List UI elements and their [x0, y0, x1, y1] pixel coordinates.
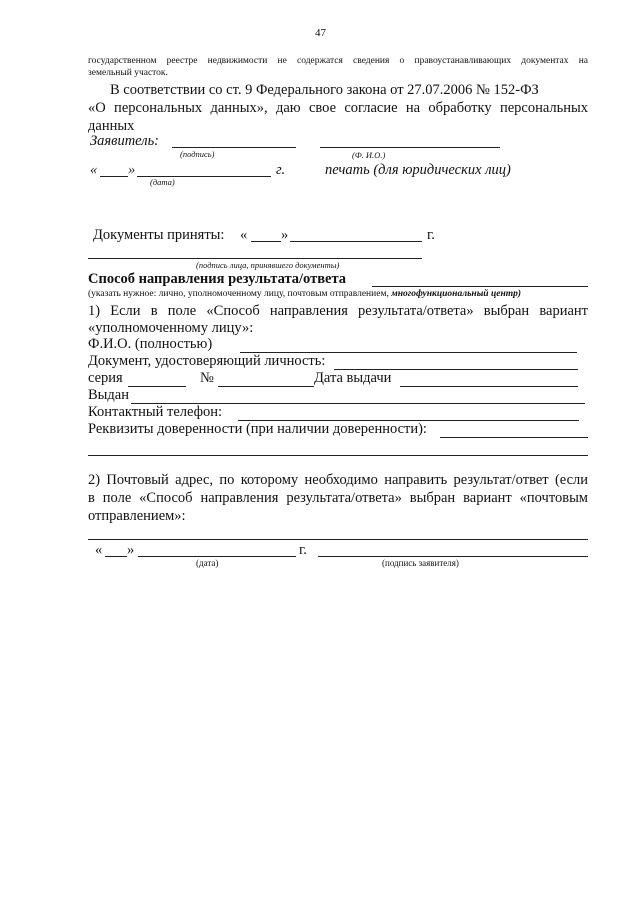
consent-line-1: В соответствии со ст. 9 Федерального закона от 27.07.2006 № 152-ФЗ — [110, 82, 539, 98]
series-label: серия — [88, 370, 123, 386]
issue-date-label: Дата выдачи — [314, 370, 392, 386]
option2-line-2: в поле «Способ направления результата/ответа» выбран вариант «почтовым — [88, 490, 588, 506]
accepted-day-line[interactable] — [251, 241, 281, 242]
applicant-fio-line[interactable] — [320, 147, 500, 148]
accepted-signer-line[interactable] — [88, 258, 422, 259]
applicant-label: Заявитель: — [90, 133, 160, 149]
power-label: Реквизиты доверенности (при наличии доверенности): — [88, 421, 427, 437]
footer-signature-line[interactable] — [318, 556, 588, 557]
issue-date-line[interactable] — [400, 386, 578, 387]
power-extra-line[interactable] — [88, 455, 588, 456]
consent-line-3: данных — [88, 118, 135, 134]
issued-by-label: Выдан — [88, 387, 129, 403]
method-hint-bold: многофункциональный центр) — [391, 289, 522, 299]
applicant-signature-note: (подпись) — [180, 149, 215, 159]
footer-date-open: « — [95, 542, 103, 558]
applicant-day-line[interactable] — [100, 176, 128, 177]
accepted-label: Документы приняты: — [93, 227, 225, 243]
option2-line-3: отправлением»: — [88, 508, 186, 524]
series-line[interactable] — [128, 386, 186, 387]
method-hint-text: (указать нужное: лично, уполномоченному лицу, почтовым отправлением, — [88, 289, 389, 299]
accepted-date-close: » — [281, 227, 289, 243]
method-title: Способ направления результата/ответа — [88, 271, 347, 287]
accepted-signer-note: (подпись лица, принявшего документы) — [196, 260, 340, 270]
footer-date-close: » — [127, 542, 135, 558]
id-doc-label: Документ, удостоверяющий личность: — [88, 353, 326, 369]
applicant-year-suffix: г. — [276, 162, 286, 178]
accepted-date-open: « — [240, 227, 248, 243]
number-label: № — [200, 370, 214, 386]
option1-line-1: 1) Если в поле «Способ направления результата/ответа» выбран вариант — [88, 303, 588, 319]
applicant-signature-line[interactable] — [172, 147, 296, 148]
footer-date-note: (дата) — [196, 558, 219, 568]
accepted-year-suffix: г. — [427, 227, 435, 243]
footer-day-line[interactable] — [105, 556, 127, 557]
footer-year-suffix: г. — [299, 542, 307, 558]
intro-line-1: государственном реестре недвижимости не содержатся сведения о правоустанавливающих документах на — [88, 56, 588, 66]
phone-label: Контактный телефон: — [88, 404, 223, 420]
applicant-stamp-label: печать (для юридических лиц) — [325, 162, 511, 178]
consent-line-2: «О персональных данных», даю свое согласие на обработку персональных — [88, 100, 588, 116]
footer-month-year-line[interactable] — [138, 556, 296, 557]
applicant-fio-note: (Ф. И.О.) — [352, 150, 386, 160]
applicant-date-open: « — [90, 162, 98, 178]
method-hint — [88, 289, 521, 299]
applicant-date-close: » — [128, 162, 136, 178]
option1-line-2: «уполномоченному лицу»: — [88, 320, 254, 336]
option2-line-1: 2) Почтовый адрес, по которому необходимо направить результат/ответ (если — [88, 472, 588, 488]
number-line[interactable] — [218, 386, 314, 387]
applicant-date-note: (дата) — [150, 177, 175, 187]
power-line[interactable] — [440, 437, 588, 438]
accepted-month-year-line[interactable] — [290, 241, 422, 242]
postal-address-line[interactable] — [88, 539, 588, 540]
method-value-line[interactable] — [372, 286, 588, 287]
page-number: 47 — [315, 27, 326, 39]
intro-line-2: земельный участок. — [88, 68, 168, 78]
fio-label: Ф.И.О. (полностью) — [88, 336, 213, 352]
footer-signature-note: (подпись заявителя) — [382, 558, 459, 568]
